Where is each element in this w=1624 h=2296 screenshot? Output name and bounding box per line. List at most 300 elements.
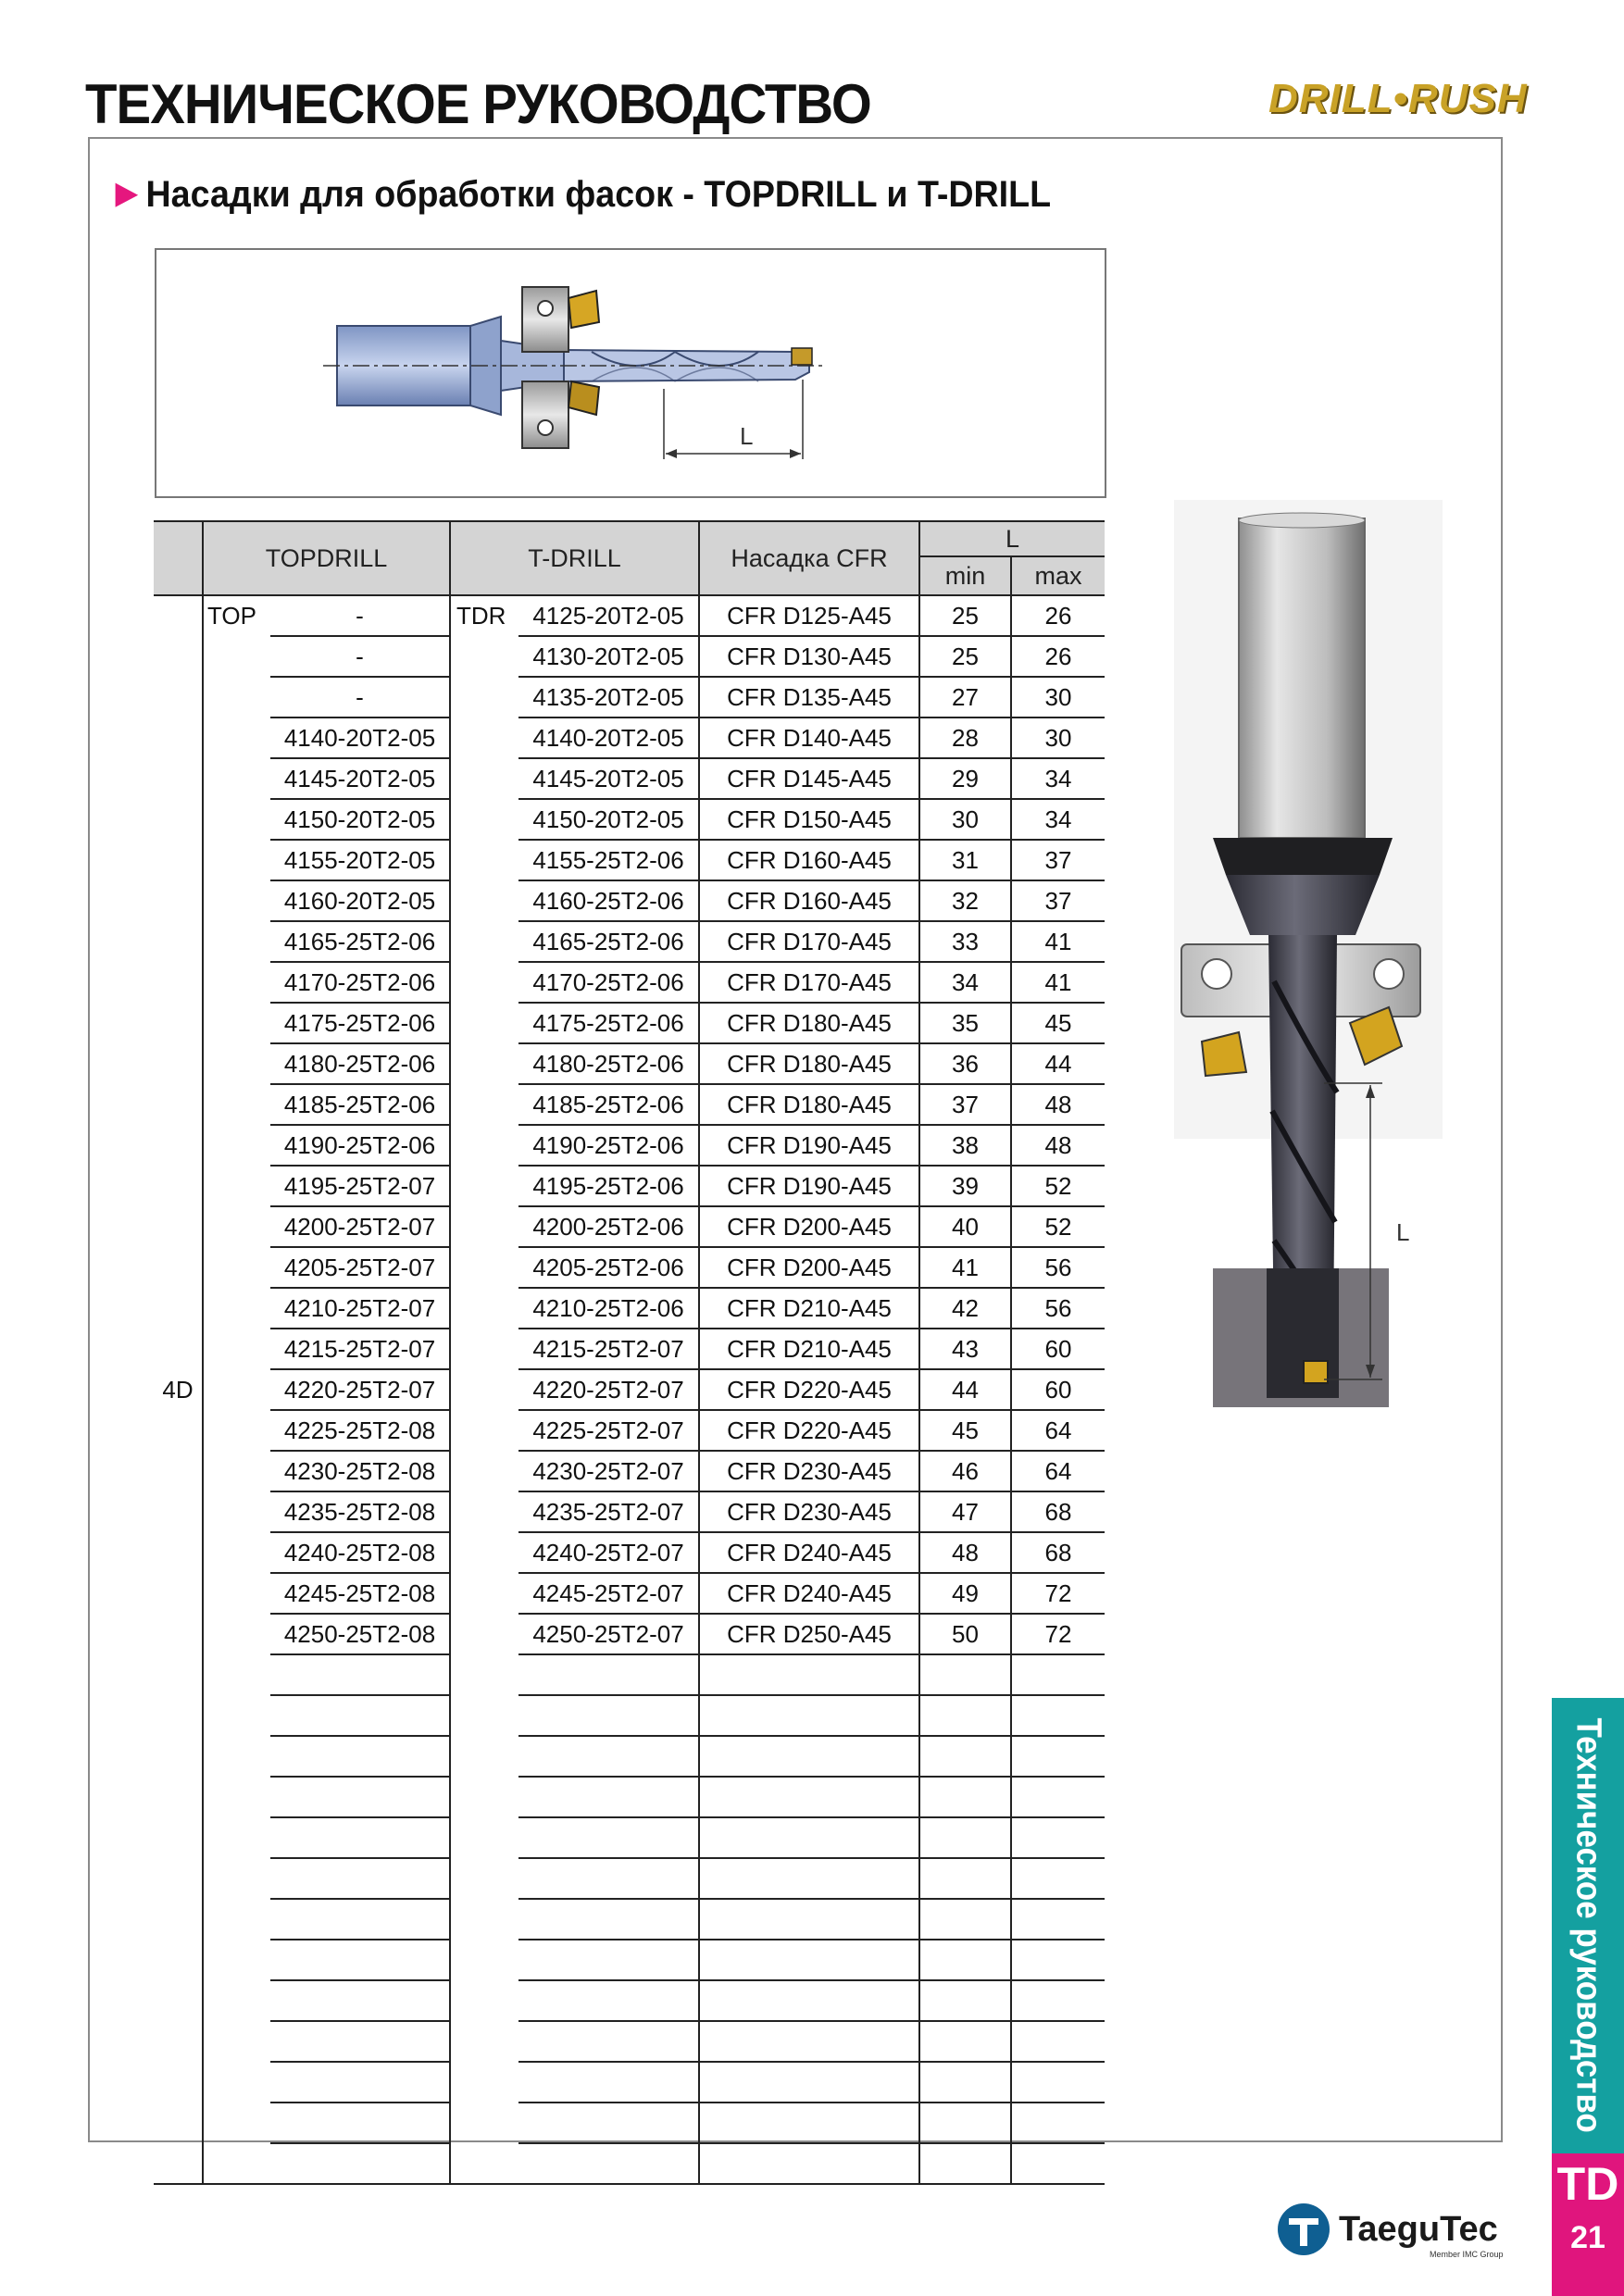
tdr-prefix-cell — [450, 1084, 518, 1125]
top-prefix-cell — [203, 1003, 270, 1043]
l-max-cell: 56 — [1011, 1247, 1105, 1288]
topdrill-cell: 4170-25T2-06 — [270, 962, 450, 1003]
cfr-cell — [699, 1777, 919, 1817]
tdrill-cell — [518, 1858, 699, 1899]
table-row — [154, 921, 1105, 962]
l-max-cell — [1011, 1777, 1105, 1817]
taegutec-logo-icon — [1276, 2198, 1526, 2263]
tdr-prefix-cell — [450, 2103, 518, 2143]
cfr-cell: CFR D210-A45 — [699, 1329, 919, 1369]
empty-table-row — [154, 1736, 1105, 1777]
l-max-cell: 68 — [1011, 1532, 1105, 1573]
l-max-cell: 44 — [1011, 1043, 1105, 1084]
empty-table-row — [154, 1980, 1105, 2021]
tdrill-cell: 4250-25T2-07 — [518, 1614, 699, 1654]
l-max-cell: 52 — [1011, 1206, 1105, 1247]
l-max-cell — [1011, 1980, 1105, 2021]
top-prefix-cell — [203, 1329, 270, 1369]
cfr-cell: CFR D135-A45 — [699, 677, 919, 718]
table-row — [154, 1084, 1105, 1125]
top-prefix-cell — [203, 921, 270, 962]
top-prefix-cell — [203, 1491, 270, 1532]
tdr-prefix-cell — [450, 1654, 518, 1695]
cfr-cell: CFR D180-A45 — [699, 1043, 919, 1084]
table-row — [154, 962, 1105, 1003]
l-min-cell: 50 — [919, 1614, 1011, 1654]
table-row — [154, 1043, 1105, 1084]
table-row — [154, 1247, 1105, 1288]
tdrill-cell: 4200-25T2-06 — [518, 1206, 699, 1247]
l-min-cell — [919, 1858, 1011, 1899]
top-prefix-cell — [203, 1206, 270, 1247]
cfr-cell — [699, 1736, 919, 1777]
topdrill-cell — [270, 1940, 450, 1980]
cfr-cell: CFR D230-A45 — [699, 1491, 919, 1532]
tool-photo — [1174, 500, 1468, 1481]
l-min-cell — [919, 1940, 1011, 1980]
table-row — [154, 1532, 1105, 1573]
table-row — [154, 1573, 1105, 1614]
top-prefix-cell — [203, 1573, 270, 1614]
header-l: L — [919, 521, 1105, 556]
topdrill-cell — [270, 2143, 450, 2184]
topdrill-cell: 4220-25T2-07 — [270, 1369, 450, 1410]
tdr-prefix-cell — [450, 1410, 518, 1451]
l-min-cell: 34 — [919, 962, 1011, 1003]
top-prefix-cell — [203, 2103, 270, 2143]
topdrill-cell — [270, 2103, 450, 2143]
l-min-cell: 44 — [919, 1369, 1011, 1410]
top-prefix-cell — [203, 1940, 270, 1980]
topdrill-cell: 4160-20T2-05 — [270, 880, 450, 921]
table-row — [154, 1369, 1105, 1410]
tdrill-cell: 4125-20T2-05 — [518, 595, 699, 636]
cfr-cell: CFR D140-A45 — [699, 718, 919, 758]
topdrill-cell: 4210-25T2-07 — [270, 1288, 450, 1329]
l-max-cell: 26 — [1011, 636, 1105, 677]
top-prefix-cell — [203, 1899, 270, 1940]
section-heading — [116, 174, 1051, 216]
l-min-cell: 25 — [919, 636, 1011, 677]
l-max-cell: 64 — [1011, 1410, 1105, 1451]
top-prefix-cell — [203, 1736, 270, 1777]
tdrill-cell: 4235-25T2-07 — [518, 1491, 699, 1532]
top-prefix-cell — [203, 1125, 270, 1166]
top-prefix-cell — [203, 2021, 270, 2062]
tdrill-cell — [518, 1980, 699, 2021]
tdrill-cell: 4220-25T2-07 — [518, 1369, 699, 1410]
section-heading-text: Насадки для обработки фасок - TOPDRILL и T-DRILL — [145, 174, 1052, 215]
top-prefix-cell — [203, 1695, 270, 1736]
l-min-cell — [919, 1817, 1011, 1858]
l-max-cell — [1011, 2103, 1105, 2143]
table-row — [154, 1288, 1105, 1329]
cfr-cell: CFR D190-A45 — [699, 1166, 919, 1206]
l-max-cell: 64 — [1011, 1451, 1105, 1491]
table-row — [154, 1125, 1105, 1166]
tdr-prefix-cell — [450, 1777, 518, 1817]
l-max-cell: 68 — [1011, 1491, 1105, 1532]
tdrill-cell: 4240-25T2-07 — [518, 1532, 699, 1573]
tdr-prefix-cell — [450, 1899, 518, 1940]
top-prefix-cell — [203, 1654, 270, 1695]
tdrill-cell — [518, 2103, 699, 2143]
table-row — [154, 1003, 1105, 1043]
tdrill-cell — [518, 1899, 699, 1940]
tdrill-cell: 4155-25T2-06 — [518, 840, 699, 880]
tdrill-cell — [518, 1817, 699, 1858]
l-max-cell — [1011, 1940, 1105, 1980]
l-min-cell: 43 — [919, 1329, 1011, 1369]
top-prefix-cell — [203, 1532, 270, 1573]
table-row — [154, 1614, 1105, 1654]
cfr-cell: CFR D160-A45 — [699, 880, 919, 921]
topdrill-cell — [270, 2021, 450, 2062]
cfr-cell: CFR D220-A45 — [699, 1369, 919, 1410]
cfr-cell — [699, 2103, 919, 2143]
topdrill-cell: 4140-20T2-05 — [270, 718, 450, 758]
tdr-prefix-cell — [450, 1817, 518, 1858]
topdrill-cell: - — [270, 636, 450, 677]
l-min-cell: 42 — [919, 1288, 1011, 1329]
l-min-cell — [919, 2143, 1011, 2184]
drill-photo-illustration — [1174, 500, 1468, 1481]
cfr-cell: CFR D145-A45 — [699, 758, 919, 799]
topdrill-cell: 4165-25T2-06 — [270, 921, 450, 962]
cfr-cell — [699, 2062, 919, 2103]
l-min-cell: 46 — [919, 1451, 1011, 1491]
tdrill-cell: 4145-20T2-05 — [518, 758, 699, 799]
l-min-cell — [919, 1980, 1011, 2021]
tdr-prefix-cell — [450, 1858, 518, 1899]
topdrill-cell — [270, 1695, 450, 1736]
empty-table-row — [154, 1695, 1105, 1736]
cfr-cell — [699, 1980, 919, 2021]
tdrill-cell: 4175-25T2-06 — [518, 1003, 699, 1043]
cfr-cell — [699, 1817, 919, 1858]
l-min-cell: 38 — [919, 1125, 1011, 1166]
l-max-cell — [1011, 1817, 1105, 1858]
topdrill-cell — [270, 1817, 450, 1858]
l-max-cell: 30 — [1011, 718, 1105, 758]
topdrill-cell — [270, 1736, 450, 1777]
cfr-cell: CFR D180-A45 — [699, 1084, 919, 1125]
l-max-cell — [1011, 1654, 1105, 1695]
tdr-prefix-cell — [450, 636, 518, 677]
header-max: max — [1011, 556, 1105, 595]
tdr-prefix-cell: TDR — [456, 602, 506, 630]
empty-table-row — [154, 2103, 1105, 2143]
cfr-cell: CFR D125-A45 — [699, 595, 919, 636]
topdrill-cell: 4215-25T2-07 — [270, 1329, 450, 1369]
taegutec-logo — [1276, 2198, 1526, 2263]
tdr-prefix-cell — [450, 1003, 518, 1043]
empty-table-row — [154, 1899, 1105, 1940]
l-min-cell: 37 — [919, 1084, 1011, 1125]
top-prefix-cell — [203, 1288, 270, 1329]
tdr-prefix-cell — [450, 1980, 518, 2021]
cfr-cell: CFR D190-A45 — [699, 1125, 919, 1166]
l-max-cell: 60 — [1011, 1369, 1105, 1410]
top-prefix-cell — [203, 677, 270, 718]
cfr-cell: CFR D160-A45 — [699, 840, 919, 880]
topdrill-cell: 4190-25T2-06 — [270, 1125, 450, 1166]
photo-dimension-label: L — [1396, 1218, 1410, 1246]
tdr-prefix-cell — [450, 962, 518, 1003]
tdrill-cell — [518, 1654, 699, 1695]
top-prefix-cell — [203, 1166, 270, 1206]
header-blank — [154, 521, 203, 595]
drill-schematic — [156, 250, 1105, 496]
table-row — [154, 677, 1105, 718]
tdr-prefix-cell — [450, 2143, 518, 2184]
l-max-cell: 41 — [1011, 962, 1105, 1003]
topdrill-cell: 4240-25T2-08 — [270, 1532, 450, 1573]
tdr-prefix-cell — [450, 1532, 518, 1573]
l-min-cell: 36 — [919, 1043, 1011, 1084]
l-max-cell: 37 — [1011, 880, 1105, 921]
topdrill-cell: 4150-20T2-05 — [270, 799, 450, 840]
topdrill-cell: 4245-25T2-08 — [270, 1573, 450, 1614]
empty-table-row — [154, 1654, 1105, 1695]
page-title: ТЕХНИЧЕСКОЕ РУКОВОДСТВО — [85, 73, 871, 135]
cfr-cell: CFR D240-A45 — [699, 1532, 919, 1573]
top-prefix-cell — [203, 1980, 270, 2021]
cfr-cell: CFR D240-A45 — [699, 1573, 919, 1614]
tdr-prefix-cell — [450, 1329, 518, 1369]
tdr-prefix-cell — [450, 880, 518, 921]
tdrill-cell — [518, 2062, 699, 2103]
cfr-cell — [699, 1654, 919, 1695]
l-min-cell — [919, 1654, 1011, 1695]
top-prefix-cell: TOP — [203, 595, 270, 636]
l-max-cell — [1011, 1695, 1105, 1736]
topdrill-cell: 4200-25T2-07 — [270, 1206, 450, 1247]
l-min-cell: 32 — [919, 880, 1011, 921]
tdr-prefix-cell — [450, 1940, 518, 1980]
company-name: TaeguTec — [1339, 2210, 1498, 2249]
tdr-prefix-cell — [450, 1491, 518, 1532]
l-min-cell — [919, 2103, 1011, 2143]
tdrill-cell: 4170-25T2-06 — [518, 962, 699, 1003]
table-row — [154, 1166, 1105, 1206]
tdrill-cell: 4190-25T2-06 — [518, 1125, 699, 1166]
l-max-cell: 60 — [1011, 1329, 1105, 1369]
tdr-prefix-cell — [450, 2021, 518, 2062]
empty-table-row — [154, 1940, 1105, 1980]
l-max-cell: 26 — [1011, 595, 1105, 636]
l-max-cell: 72 — [1011, 1614, 1105, 1654]
tdrill-cell — [518, 1940, 699, 1980]
cfr-cell: CFR D170-A45 — [699, 921, 919, 962]
triangle-right-icon: ▶ — [116, 176, 138, 209]
header-cfr: Насадка CFR — [699, 521, 919, 595]
tdrill-cell: 4225-25T2-07 — [518, 1410, 699, 1451]
top-prefix-cell — [203, 636, 270, 677]
l-min-cell: 40 — [919, 1206, 1011, 1247]
topdrill-cell: 4205-25T2-07 — [270, 1247, 450, 1288]
l-max-cell: 30 — [1011, 677, 1105, 718]
l-max-cell — [1011, 1736, 1105, 1777]
tdr-prefix-cell — [450, 1125, 518, 1166]
l-min-cell — [919, 1777, 1011, 1817]
l-max-cell — [1011, 2143, 1105, 2184]
cfr-cell: CFR D130-A45 — [699, 636, 919, 677]
l-min-cell: 39 — [919, 1166, 1011, 1206]
l-max-cell: 34 — [1011, 799, 1105, 840]
cfr-cell: CFR D230-A45 — [699, 1451, 919, 1491]
tdrill-cell: 4140-20T2-05 — [518, 718, 699, 758]
tdr-prefix-cell — [450, 1614, 518, 1654]
l-max-cell — [1011, 1899, 1105, 1940]
l-min-cell: 47 — [919, 1491, 1011, 1532]
cfr-cell: CFR D200-A45 — [699, 1247, 919, 1288]
l-min-cell: 35 — [919, 1003, 1011, 1043]
l-min-cell: 49 — [919, 1573, 1011, 1614]
cfr-cell — [699, 1899, 919, 1940]
topdrill-cell: 4180-25T2-06 — [270, 1043, 450, 1084]
cfr-cell: CFR D180-A45 — [699, 1003, 919, 1043]
tdr-prefix-cell — [450, 1043, 518, 1084]
tdr-prefix-cell — [450, 1736, 518, 1777]
empty-table-row — [154, 2062, 1105, 2103]
cfr-cell: CFR D210-A45 — [699, 1288, 919, 1329]
tdrill-cell: 4130-20T2-05 — [518, 636, 699, 677]
tdr-prefix-cell — [450, 840, 518, 880]
topdrill-cell — [270, 1777, 450, 1817]
l-max-cell — [1011, 2062, 1105, 2103]
top-prefix-cell — [203, 1410, 270, 1451]
table-row — [154, 840, 1105, 880]
tdr-prefix-cell — [450, 2062, 518, 2103]
top-prefix-cell — [203, 1614, 270, 1654]
cfr-cell: CFR D150-A45 — [699, 799, 919, 840]
top-prefix-cell — [203, 1369, 270, 1410]
tdr-prefix-cell — [450, 1451, 518, 1491]
group-label-4d: 4D — [154, 595, 203, 2184]
tool-drawing — [155, 248, 1106, 498]
empty-table-row — [154, 1777, 1105, 1817]
tdrill-cell: 4195-25T2-06 — [518, 1166, 699, 1206]
table-row — [154, 1206, 1105, 1247]
tdr-prefix-cell — [450, 1573, 518, 1614]
l-max-cell: 52 — [1011, 1166, 1105, 1206]
drawing-dimension-label: L — [740, 422, 754, 450]
top-prefix-cell — [203, 1777, 270, 1817]
table-row — [154, 1451, 1105, 1491]
l-max-cell — [1011, 2021, 1105, 2062]
topdrill-cell — [270, 1899, 450, 1940]
top-prefix-cell — [203, 962, 270, 1003]
l-min-cell: 33 — [919, 921, 1011, 962]
page-number: 21 — [1570, 2220, 1605, 2255]
l-min-cell: 29 — [919, 758, 1011, 799]
tdrill-cell: 4245-25T2-07 — [518, 1573, 699, 1614]
tdr-prefix-cell — [450, 921, 518, 962]
cfr-cell — [699, 2143, 919, 2184]
topdrill-cell: 4225-25T2-08 — [270, 1410, 450, 1451]
cfr-cell: CFR D170-A45 — [699, 962, 919, 1003]
topdrill-cell — [270, 1654, 450, 1695]
l-min-cell — [919, 2021, 1011, 2062]
table-row — [154, 880, 1105, 921]
chamfer-attachment-table — [154, 520, 1105, 2185]
topdrill-cell: 4195-25T2-07 — [270, 1166, 450, 1206]
tdrill-cell: 4135-20T2-05 — [518, 677, 699, 718]
l-min-cell: 45 — [919, 1410, 1011, 1451]
top-prefix-cell — [203, 1043, 270, 1084]
topdrill-cell: - — [270, 677, 450, 718]
l-min-cell: 28 — [919, 718, 1011, 758]
topdrill-cell — [270, 1980, 450, 2021]
tdrill-cell — [518, 1777, 699, 1817]
l-min-cell: 48 — [919, 1532, 1011, 1573]
tdrill-cell: 4185-25T2-06 — [518, 1084, 699, 1125]
tdr-prefix-cell — [450, 799, 518, 840]
header-tdrill: T-DRILL — [450, 521, 699, 595]
top-prefix-cell — [203, 718, 270, 758]
l-min-cell — [919, 1695, 1011, 1736]
tdrill-cell: 4230-25T2-07 — [518, 1451, 699, 1491]
l-min-cell: 25 — [919, 595, 1011, 636]
tdrill-cell — [518, 1695, 699, 1736]
topdrill-cell: 4185-25T2-06 — [270, 1084, 450, 1125]
tdr-prefix-cell — [450, 677, 518, 718]
top-prefix-cell — [203, 758, 270, 799]
top-prefix-cell — [203, 1858, 270, 1899]
top-prefix-cell — [203, 1084, 270, 1125]
tdrill-cell: 4210-25T2-06 — [518, 1288, 699, 1329]
table-row — [154, 799, 1105, 840]
cfr-cell: CFR D200-A45 — [699, 1206, 919, 1247]
header-min: min — [919, 556, 1011, 595]
topdrill-cell: 4175-25T2-06 — [270, 1003, 450, 1043]
table-row — [154, 758, 1105, 799]
l-max-cell: 48 — [1011, 1125, 1105, 1166]
drill-rush-logo: DRILL•RUSH — [1268, 76, 1528, 121]
tdrill-cell — [518, 2021, 699, 2062]
l-max-cell: 41 — [1011, 921, 1105, 962]
top-prefix-cell — [203, 880, 270, 921]
tdr-prefix-cell — [450, 718, 518, 758]
tdrill-cell: 4160-25T2-06 — [518, 880, 699, 921]
topdrill-cell: 4155-20T2-05 — [270, 840, 450, 880]
tdr-prefix-cell — [450, 1247, 518, 1288]
top-prefix-cell — [203, 2062, 270, 2103]
top-prefix-cell — [203, 1451, 270, 1491]
top-prefix-cell — [203, 2143, 270, 2184]
table-row — [154, 1491, 1105, 1532]
top-prefix-cell — [203, 840, 270, 880]
l-max-cell: 48 — [1011, 1084, 1105, 1125]
top-prefix-cell — [203, 1247, 270, 1288]
cfr-cell — [699, 2021, 919, 2062]
side-tab-label: Техническое руководство — [1568, 1717, 1608, 2134]
empty-table-row — [154, 2143, 1105, 2184]
l-min-cell: 27 — [919, 677, 1011, 718]
l-max-cell: 34 — [1011, 758, 1105, 799]
topdrill-cell: 4235-25T2-08 — [270, 1491, 450, 1532]
company-subtitle: Member IMC Group — [1430, 2250, 1504, 2259]
tdrill-cell: 4215-25T2-07 — [518, 1329, 699, 1369]
topdrill-cell: 4230-25T2-08 — [270, 1451, 450, 1491]
topdrill-cell — [270, 1858, 450, 1899]
table-row — [154, 1410, 1105, 1451]
table-row — [154, 636, 1105, 677]
empty-table-row — [154, 2021, 1105, 2062]
section-code: TD — [1556, 2158, 1619, 2210]
table-row — [154, 1329, 1105, 1369]
